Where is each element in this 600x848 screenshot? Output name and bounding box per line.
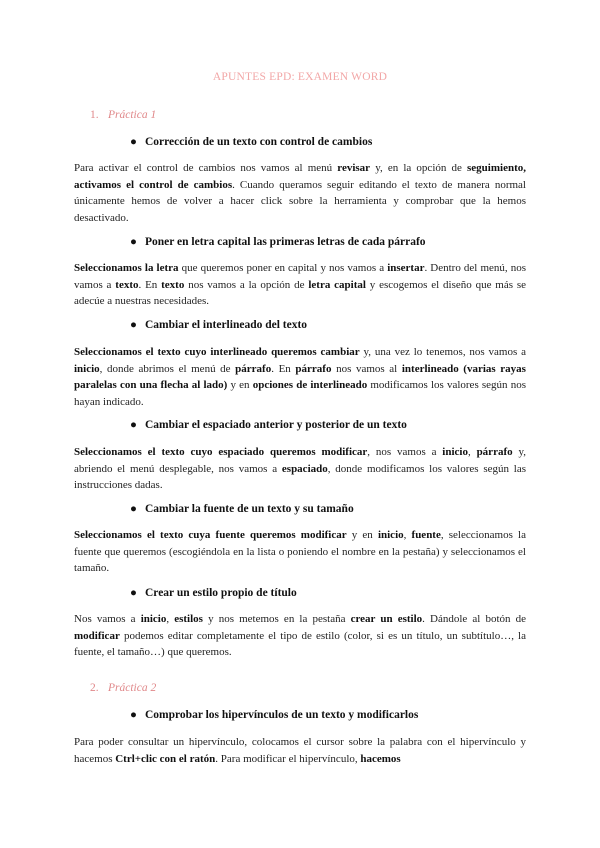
topic-heading (130, 136, 372, 148)
topic-heading (130, 709, 418, 721)
topic-label: Cambiar el espaciado anterior y posterior de un texto (145, 419, 407, 431)
text-run: , (467, 446, 477, 458)
bold-text-run: Seleccionamos el texto cuyo espaciado queremos modificar (74, 446, 368, 458)
section-number: 2. (90, 682, 99, 694)
text-run: Nos vamos a (74, 613, 141, 625)
text-run: y, abriendo el menú desplegable, nos vamos a (74, 446, 526, 475)
section-heading-2 (90, 682, 156, 694)
bullet-icon: ● (130, 136, 137, 148)
text-run: , donde abrimos el menú de (99, 362, 236, 375)
bullet-icon: ● (130, 587, 137, 599)
text-run: , donde modificamos los valores según las instrucciones dadas. (74, 462, 526, 491)
bold-text-run: letra capital (308, 278, 366, 291)
section-heading-1 (90, 109, 156, 121)
text-run: Para activar el control de cambios nos vamos al menú (74, 162, 338, 174)
bold-text-run: inicio (140, 613, 167, 625)
bullet-icon: ● (130, 709, 137, 721)
bold-text-run: inicio (74, 362, 100, 375)
text-run: y escogemos el diseño que más se adecúe a nuestras necesidades. (74, 278, 526, 307)
bold-text-run: opciones de interlineado (252, 379, 368, 391)
bullet-icon: ● (130, 319, 137, 331)
section-number: 1. (90, 109, 99, 121)
text-run: . En (271, 362, 296, 375)
bold-text-run: inicio (377, 529, 404, 541)
topic-label: Poner en letra capital las primeras letras de cada párrafo (145, 236, 426, 248)
bold-text-run: fuente (411, 529, 441, 541)
topic-heading (130, 236, 426, 248)
bold-text-run: insertar (387, 262, 425, 274)
topic-heading (130, 587, 297, 599)
paragraph (74, 260, 526, 310)
topic-label: Cambiar la fuente de un texto y su tamaño (145, 503, 354, 515)
text-run: y nos metemos en la pestaña (202, 613, 351, 625)
text-run: , nos vamos a (367, 446, 443, 458)
text-run: y, en la opción de (370, 162, 468, 174)
section-label: Práctica 2 (108, 682, 157, 694)
text-run: y en (227, 379, 253, 391)
document-title: APUNTES EPD: EXAMEN WORD (212, 71, 388, 83)
bold-text-run: estilos (174, 613, 203, 625)
bold-text-run: texto (161, 278, 185, 291)
bold-text-run: Seleccionamos el texto cuya fuente queremos modificar (74, 529, 347, 541)
bold-text-run: espaciado (281, 462, 328, 475)
paragraph (74, 160, 526, 226)
bold-text-run: interlineado (varias rayas paralelas con una flecha al lado) (74, 362, 526, 391)
text-run: , (403, 529, 412, 541)
topic-heading (130, 419, 407, 431)
paragraph (74, 527, 526, 577)
topic-label: Comprobar los hipervínculos de un texto y modificarlos (145, 709, 419, 721)
bold-text-run: revisar (337, 162, 371, 174)
topic-label: Crear un estilo propio de título (145, 587, 297, 599)
text-run: y en (346, 529, 378, 541)
bold-text-run: crear un estilo (350, 613, 423, 625)
text-run: . Para modificar el hipervínculo, (215, 752, 361, 765)
section-label: Práctica 1 (108, 109, 157, 121)
paragraph (74, 344, 526, 410)
bold-text-run: modificar (74, 629, 120, 642)
topic-label: Cambiar el interlineado del texto (145, 319, 308, 331)
text-run: modificamos los valores según nos hayan indicado. (74, 379, 526, 408)
bullet-icon: ● (130, 503, 137, 515)
bold-text-run: hacemos (360, 752, 401, 765)
topic-label: Corrección de un texto con control de cambios (145, 136, 373, 148)
text-run: , seleccionamos la fuente que queremos (escogiéndola en la lista o poniendo el nombre en la pestaña) y seleccionamos el tamaño. (74, 529, 526, 574)
bold-text-run: Seleccionamos el texto cuyo interlineado queremos cambiar (74, 346, 360, 358)
paragraph (74, 444, 526, 494)
text-run: . Cuando queramos seguir editando el texto de manera normal únicamente hemos de volver a hacer click sobre la herramienta y comprobar que la hemos desactivado. (74, 178, 526, 224)
text-run: , (166, 613, 175, 625)
bullet-icon: ● (130, 419, 137, 431)
text-run: . Dándole al botón de (422, 613, 526, 625)
bold-text-run: párrafo (295, 362, 332, 375)
bold-text-run: inicio (442, 446, 468, 458)
bold-text-run: texto (115, 278, 139, 291)
text-run: . En (138, 278, 162, 291)
text-run: y, una vez lo tenemos, nos vamos a (359, 346, 527, 358)
bold-text-run: párrafo (235, 362, 272, 375)
bullet-icon: ● (130, 236, 137, 248)
text-run: Para poder consultar un hipervínculo, colocamos el cursor sobre la palabra con el hipervínculo y hacemos (74, 736, 526, 765)
paragraph (74, 611, 526, 661)
bold-text-run: Seleccionamos la letra (74, 262, 179, 274)
bold-text-run: párrafo (476, 446, 513, 458)
topic-heading (130, 319, 307, 331)
text-run: que queremos poner en capital y nos vamos a (178, 262, 388, 274)
paragraph (74, 734, 526, 767)
text-run: podemos editar completamente el tipo de estilo (color, si es un título, un subtítulo…, la fuente, el tamaño…) que queremos. (74, 629, 526, 658)
text-run: nos vamos al (331, 362, 402, 375)
bold-text-run: seguimiento, activamos el control de cambios (74, 162, 526, 191)
topic-heading (130, 503, 354, 515)
text-run: nos vamos a la opción de (184, 278, 309, 291)
bold-text-run: Ctrl+clic con el ratón (115, 752, 216, 765)
text-run: . Dentro del menú, nos vamos a (74, 262, 526, 291)
